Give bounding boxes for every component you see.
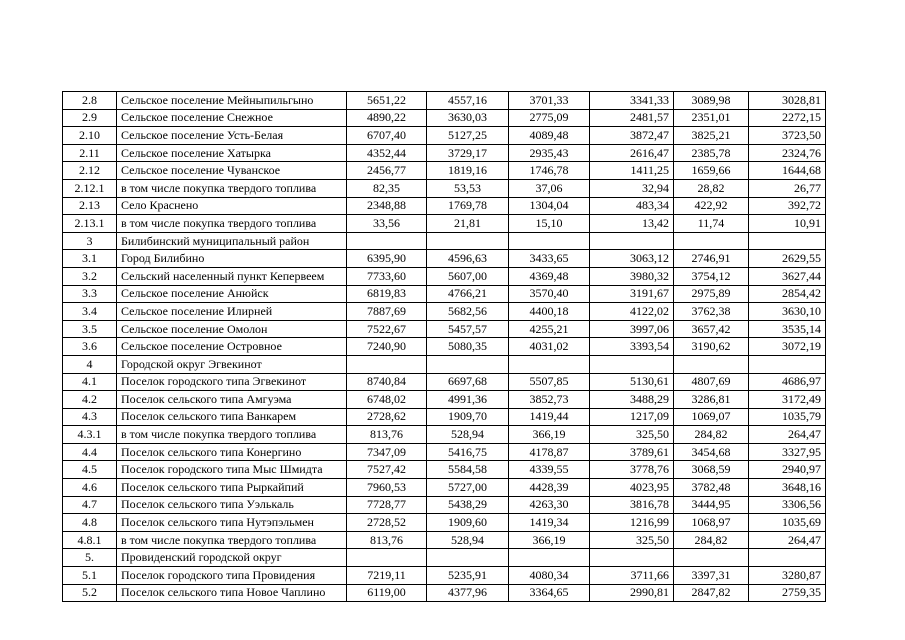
value-cell [347, 355, 427, 373]
value-cell: 3190,62 [674, 338, 749, 356]
value-cell: 3630,10 [749, 303, 826, 321]
value-cell: 1909,60 [427, 514, 509, 532]
row-number-cell: 4.3 [63, 408, 117, 426]
settlement-name-cell: Провиденский городской округ [117, 549, 347, 567]
table-row [63, 92, 826, 110]
settlement-name-cell: Сельское поселение Снежное [117, 109, 347, 127]
value-cell: 53,53 [427, 179, 509, 197]
value-cell [749, 549, 826, 567]
row-number-cell: 3 [63, 232, 117, 250]
value-cell: 4890,22 [347, 109, 427, 127]
table-row [63, 373, 826, 391]
settlement-name-cell: Поселок сельского типа Нутэпэльмен [117, 514, 347, 532]
row-number-cell: 2.9 [63, 109, 117, 127]
value-cell: 4352,44 [347, 144, 427, 162]
value-cell: 366,19 [509, 426, 590, 444]
value-cell: 264,47 [749, 531, 826, 549]
settlement-name-cell: Поселок сельского типа Амгуэма [117, 391, 347, 409]
value-cell: 5584,58 [427, 461, 509, 479]
settlement-name-cell: Городской округ Эгвекинот [117, 355, 347, 373]
value-cell: 4686,97 [749, 373, 826, 391]
table-row [63, 567, 826, 585]
settlement-name-cell: в том числе покупка твердого топлива [117, 531, 347, 549]
settlement-name-cell: Город Билибино [117, 250, 347, 268]
value-cell: 4377,96 [427, 584, 509, 602]
value-cell: 5607,00 [427, 267, 509, 285]
tariff-table [62, 91, 826, 602]
value-cell: 3701,33 [509, 92, 590, 110]
value-cell: 5130,61 [590, 373, 674, 391]
value-cell: 82,35 [347, 179, 427, 197]
value-cell: 813,76 [347, 426, 427, 444]
value-cell: 366,19 [509, 531, 590, 549]
row-number-cell: 3.3 [63, 285, 117, 303]
value-cell: 3306,56 [749, 496, 826, 514]
value-cell: 3286,81 [674, 391, 749, 409]
value-cell: 284,82 [674, 426, 749, 444]
value-cell: 1035,79 [749, 408, 826, 426]
value-cell: 4255,21 [509, 320, 590, 338]
value-cell: 6819,83 [347, 285, 427, 303]
value-cell: 4400,18 [509, 303, 590, 321]
value-cell: 11,74 [674, 215, 749, 233]
value-cell [590, 232, 674, 250]
value-cell: 3570,40 [509, 285, 590, 303]
value-cell [509, 232, 590, 250]
value-cell: 3729,17 [427, 144, 509, 162]
table-row [63, 355, 826, 373]
value-cell: 15,10 [509, 215, 590, 233]
value-cell: 3711,66 [590, 567, 674, 585]
value-cell: 325,50 [590, 426, 674, 444]
row-number-cell: 2.13 [63, 197, 117, 215]
table-row [63, 179, 826, 197]
settlement-name-cell: Сельское поселение Омолон [117, 320, 347, 338]
value-cell: 6748,02 [347, 391, 427, 409]
value-cell: 284,82 [674, 531, 749, 549]
value-cell: 813,76 [347, 531, 427, 549]
value-cell: 1644,68 [749, 162, 826, 180]
value-cell: 3762,38 [674, 303, 749, 321]
value-cell: 1746,78 [509, 162, 590, 180]
value-cell: 3072,19 [749, 338, 826, 356]
value-cell [590, 549, 674, 567]
row-number-cell: 3.6 [63, 338, 117, 356]
settlement-name-cell: Сельское поселение Мейныпильгыно [117, 92, 347, 110]
value-cell: 3852,73 [509, 391, 590, 409]
table-row [63, 267, 826, 285]
value-cell: 4031,02 [509, 338, 590, 356]
value-cell: 3657,42 [674, 320, 749, 338]
settlement-name-cell: Сельское поселение Усть-Белая [117, 127, 347, 145]
value-cell: 3327,95 [749, 443, 826, 461]
table-row [63, 549, 826, 567]
value-cell: 2775,09 [509, 109, 590, 127]
value-cell: 3191,67 [590, 285, 674, 303]
value-cell: 26,77 [749, 179, 826, 197]
table-body [63, 92, 826, 602]
value-cell [427, 232, 509, 250]
settlement-name-cell: Поселок городского типа Провидения [117, 567, 347, 585]
value-cell: 3393,54 [590, 338, 674, 356]
settlement-name-cell: Село Краснено [117, 197, 347, 215]
value-cell: 32,94 [590, 179, 674, 197]
value-cell: 4080,34 [509, 567, 590, 585]
value-cell: 2351,01 [674, 109, 749, 127]
value-cell: 7522,67 [347, 320, 427, 338]
value-cell: 1216,99 [590, 514, 674, 532]
row-number-cell: 4.2 [63, 391, 117, 409]
settlement-name-cell: Поселок сельского типа Конергино [117, 443, 347, 461]
value-cell: 21,81 [427, 215, 509, 233]
value-cell: 3778,76 [590, 461, 674, 479]
value-cell: 392,72 [749, 197, 826, 215]
value-cell: 4807,69 [674, 373, 749, 391]
value-cell [749, 232, 826, 250]
value-cell: 264,47 [749, 426, 826, 444]
value-cell: 483,34 [590, 197, 674, 215]
value-cell: 2847,82 [674, 584, 749, 602]
value-cell [427, 549, 509, 567]
row-number-cell: 2.12.1 [63, 179, 117, 197]
value-cell: 2616,47 [590, 144, 674, 162]
value-cell: 3980,32 [590, 267, 674, 285]
settlement-name-cell: Поселок сельского типа Ванкарем [117, 408, 347, 426]
settlement-name-cell: Поселок сельского типа Новое Чаплино [117, 584, 347, 602]
row-number-cell: 4.6 [63, 479, 117, 497]
value-cell: 1909,70 [427, 408, 509, 426]
row-number-cell: 3.4 [63, 303, 117, 321]
value-cell: 2975,89 [674, 285, 749, 303]
table-row [63, 443, 826, 461]
settlement-name-cell: Сельское поселение Анюйск [117, 285, 347, 303]
value-cell: 3825,21 [674, 127, 749, 145]
row-number-cell: 4.1 [63, 373, 117, 391]
value-cell: 7527,42 [347, 461, 427, 479]
row-number-cell: 5.1 [63, 567, 117, 585]
value-cell: 6119,00 [347, 584, 427, 602]
row-number-cell: 5. [63, 549, 117, 567]
settlement-name-cell: в том числе покупка твердого топлива [117, 179, 347, 197]
row-number-cell: 3.1 [63, 250, 117, 268]
value-cell: 4023,95 [590, 479, 674, 497]
value-cell: 2456,77 [347, 162, 427, 180]
row-number-cell: 4 [63, 355, 117, 373]
value-cell: 3782,48 [674, 479, 749, 497]
value-cell: 2935,43 [509, 144, 590, 162]
table-row [63, 127, 826, 145]
value-cell: 2629,55 [749, 250, 826, 268]
value-cell: 3089,98 [674, 92, 749, 110]
value-cell: 1419,44 [509, 408, 590, 426]
table-row [63, 144, 826, 162]
value-cell: 33,56 [347, 215, 427, 233]
value-cell: 2324,76 [749, 144, 826, 162]
settlement-name-cell: Сельский населенный пункт Кепервеем [117, 267, 347, 285]
value-cell: 10,91 [749, 215, 826, 233]
value-cell: 3535,14 [749, 320, 826, 338]
settlement-name-cell: в том числе покупка твердого топлива [117, 426, 347, 444]
value-cell: 3341,33 [590, 92, 674, 110]
value-cell: 4339,55 [509, 461, 590, 479]
value-cell: 7887,69 [347, 303, 427, 321]
value-cell: 7240,90 [347, 338, 427, 356]
value-cell: 2854,42 [749, 285, 826, 303]
table-row [63, 215, 826, 233]
row-number-cell: 4.8.1 [63, 531, 117, 549]
value-cell: 5127,25 [427, 127, 509, 145]
value-cell: 528,94 [427, 426, 509, 444]
value-cell: 7960,53 [347, 479, 427, 497]
value-cell: 2728,62 [347, 408, 427, 426]
value-cell [674, 355, 749, 373]
table-row [63, 109, 826, 127]
table-row [63, 461, 826, 479]
row-number-cell: 4.5 [63, 461, 117, 479]
value-cell: 3364,65 [509, 584, 590, 602]
value-cell: 3433,65 [509, 250, 590, 268]
value-cell: 5080,35 [427, 338, 509, 356]
value-cell: 5682,56 [427, 303, 509, 321]
row-number-cell: 4.4 [63, 443, 117, 461]
value-cell: 28,82 [674, 179, 749, 197]
value-cell: 4089,48 [509, 127, 590, 145]
table-row [63, 496, 826, 514]
value-cell: 7347,09 [347, 443, 427, 461]
value-cell: 5727,00 [427, 479, 509, 497]
value-cell: 5651,22 [347, 92, 427, 110]
value-cell: 4557,16 [427, 92, 509, 110]
settlement-name-cell: Сельское поселение Илирней [117, 303, 347, 321]
row-number-cell: 3.5 [63, 320, 117, 338]
table-row [63, 479, 826, 497]
value-cell: 1411,25 [590, 162, 674, 180]
row-number-cell: 2.11 [63, 144, 117, 162]
value-cell: 2990,81 [590, 584, 674, 602]
row-number-cell: 4.7 [63, 496, 117, 514]
value-cell: 5416,75 [427, 443, 509, 461]
value-cell: 3789,61 [590, 443, 674, 461]
settlement-name-cell: Билибинский муниципальный район [117, 232, 347, 250]
table-row [63, 303, 826, 321]
row-number-cell: 3.2 [63, 267, 117, 285]
value-cell [509, 549, 590, 567]
value-cell: 7733,60 [347, 267, 427, 285]
value-cell: 1068,97 [674, 514, 749, 532]
value-cell: 3068,59 [674, 461, 749, 479]
value-cell: 4369,48 [509, 267, 590, 285]
value-cell [347, 549, 427, 567]
value-cell: 7728,77 [347, 496, 427, 514]
value-cell: 2940,97 [749, 461, 826, 479]
value-cell: 3723,50 [749, 127, 826, 145]
table-row [63, 320, 826, 338]
value-cell [427, 355, 509, 373]
value-cell: 4596,63 [427, 250, 509, 268]
value-cell: 422,92 [674, 197, 749, 215]
table-row [63, 232, 826, 250]
value-cell: 5438,29 [427, 496, 509, 514]
value-cell: 1819,16 [427, 162, 509, 180]
value-cell [749, 355, 826, 373]
settlement-name-cell: Поселок городского типа Мыс Шмидта [117, 461, 347, 479]
value-cell: 3280,87 [749, 567, 826, 585]
value-cell: 1035,69 [749, 514, 826, 532]
table-row [63, 391, 826, 409]
value-cell: 2481,57 [590, 109, 674, 127]
table-row [63, 408, 826, 426]
value-cell: 3063,12 [590, 250, 674, 268]
settlement-name-cell: Сельское поселение Чуванское [117, 162, 347, 180]
value-cell: 13,42 [590, 215, 674, 233]
value-cell: 2746,91 [674, 250, 749, 268]
value-cell: 1069,07 [674, 408, 749, 426]
value-cell: 3872,47 [590, 127, 674, 145]
value-cell [590, 355, 674, 373]
value-cell: 3816,78 [590, 496, 674, 514]
table-row [63, 250, 826, 268]
table-row [63, 584, 826, 602]
value-cell: 1304,04 [509, 197, 590, 215]
value-cell: 3454,68 [674, 443, 749, 461]
value-cell [347, 232, 427, 250]
table-row [63, 162, 826, 180]
table-row [63, 197, 826, 215]
value-cell: 528,94 [427, 531, 509, 549]
value-cell: 1769,78 [427, 197, 509, 215]
value-cell: 3172,49 [749, 391, 826, 409]
settlement-name-cell: Поселок сельского типа Уэлькаль [117, 496, 347, 514]
table-row [63, 426, 826, 444]
value-cell: 3444,95 [674, 496, 749, 514]
value-cell: 4178,87 [509, 443, 590, 461]
value-cell: 4428,39 [509, 479, 590, 497]
value-cell: 1659,66 [674, 162, 749, 180]
value-cell: 4122,02 [590, 303, 674, 321]
value-cell: 7219,11 [347, 567, 427, 585]
value-cell: 3754,12 [674, 267, 749, 285]
value-cell: 3630,03 [427, 109, 509, 127]
row-number-cell: 2.12 [63, 162, 117, 180]
value-cell: 2759,35 [749, 584, 826, 602]
value-cell: 4263,30 [509, 496, 590, 514]
table-row [63, 514, 826, 532]
value-cell: 1419,34 [509, 514, 590, 532]
value-cell: 3997,06 [590, 320, 674, 338]
value-cell: 4991,36 [427, 391, 509, 409]
value-cell: 6395,90 [347, 250, 427, 268]
value-cell: 5457,57 [427, 320, 509, 338]
value-cell [509, 355, 590, 373]
settlement-name-cell: Поселок городского типа Эгвекинот [117, 373, 347, 391]
value-cell: 3397,31 [674, 567, 749, 585]
value-cell: 3488,29 [590, 391, 674, 409]
table-row [63, 531, 826, 549]
row-number-cell: 2.8 [63, 92, 117, 110]
table-row [63, 338, 826, 356]
value-cell: 3028,81 [749, 92, 826, 110]
value-cell: 37,06 [509, 179, 590, 197]
value-cell [674, 232, 749, 250]
value-cell: 325,50 [590, 531, 674, 549]
settlement-name-cell: в том числе покупка твердого топлива [117, 215, 347, 233]
settlement-name-cell: Сельское поселение Островное [117, 338, 347, 356]
value-cell: 5507,85 [509, 373, 590, 391]
row-number-cell: 4.8 [63, 514, 117, 532]
value-cell: 2272,15 [749, 109, 826, 127]
row-number-cell: 2.10 [63, 127, 117, 145]
value-cell: 3648,16 [749, 479, 826, 497]
value-cell: 6697,68 [427, 373, 509, 391]
value-cell [674, 549, 749, 567]
value-cell: 6707,40 [347, 127, 427, 145]
value-cell: 4766,21 [427, 285, 509, 303]
table-row [63, 285, 826, 303]
row-number-cell: 2.13.1 [63, 215, 117, 233]
row-number-cell: 5.2 [63, 584, 117, 602]
value-cell: 2348,88 [347, 197, 427, 215]
value-cell: 2385,78 [674, 144, 749, 162]
settlement-name-cell: Поселок сельского типа Рыркайпий [117, 479, 347, 497]
value-cell: 1217,09 [590, 408, 674, 426]
value-cell: 3627,44 [749, 267, 826, 285]
row-number-cell: 4.3.1 [63, 426, 117, 444]
value-cell: 8740,84 [347, 373, 427, 391]
settlement-name-cell: Сельское поселение Хатырка [117, 144, 347, 162]
value-cell: 2728,52 [347, 514, 427, 532]
value-cell: 5235,91 [427, 567, 509, 585]
